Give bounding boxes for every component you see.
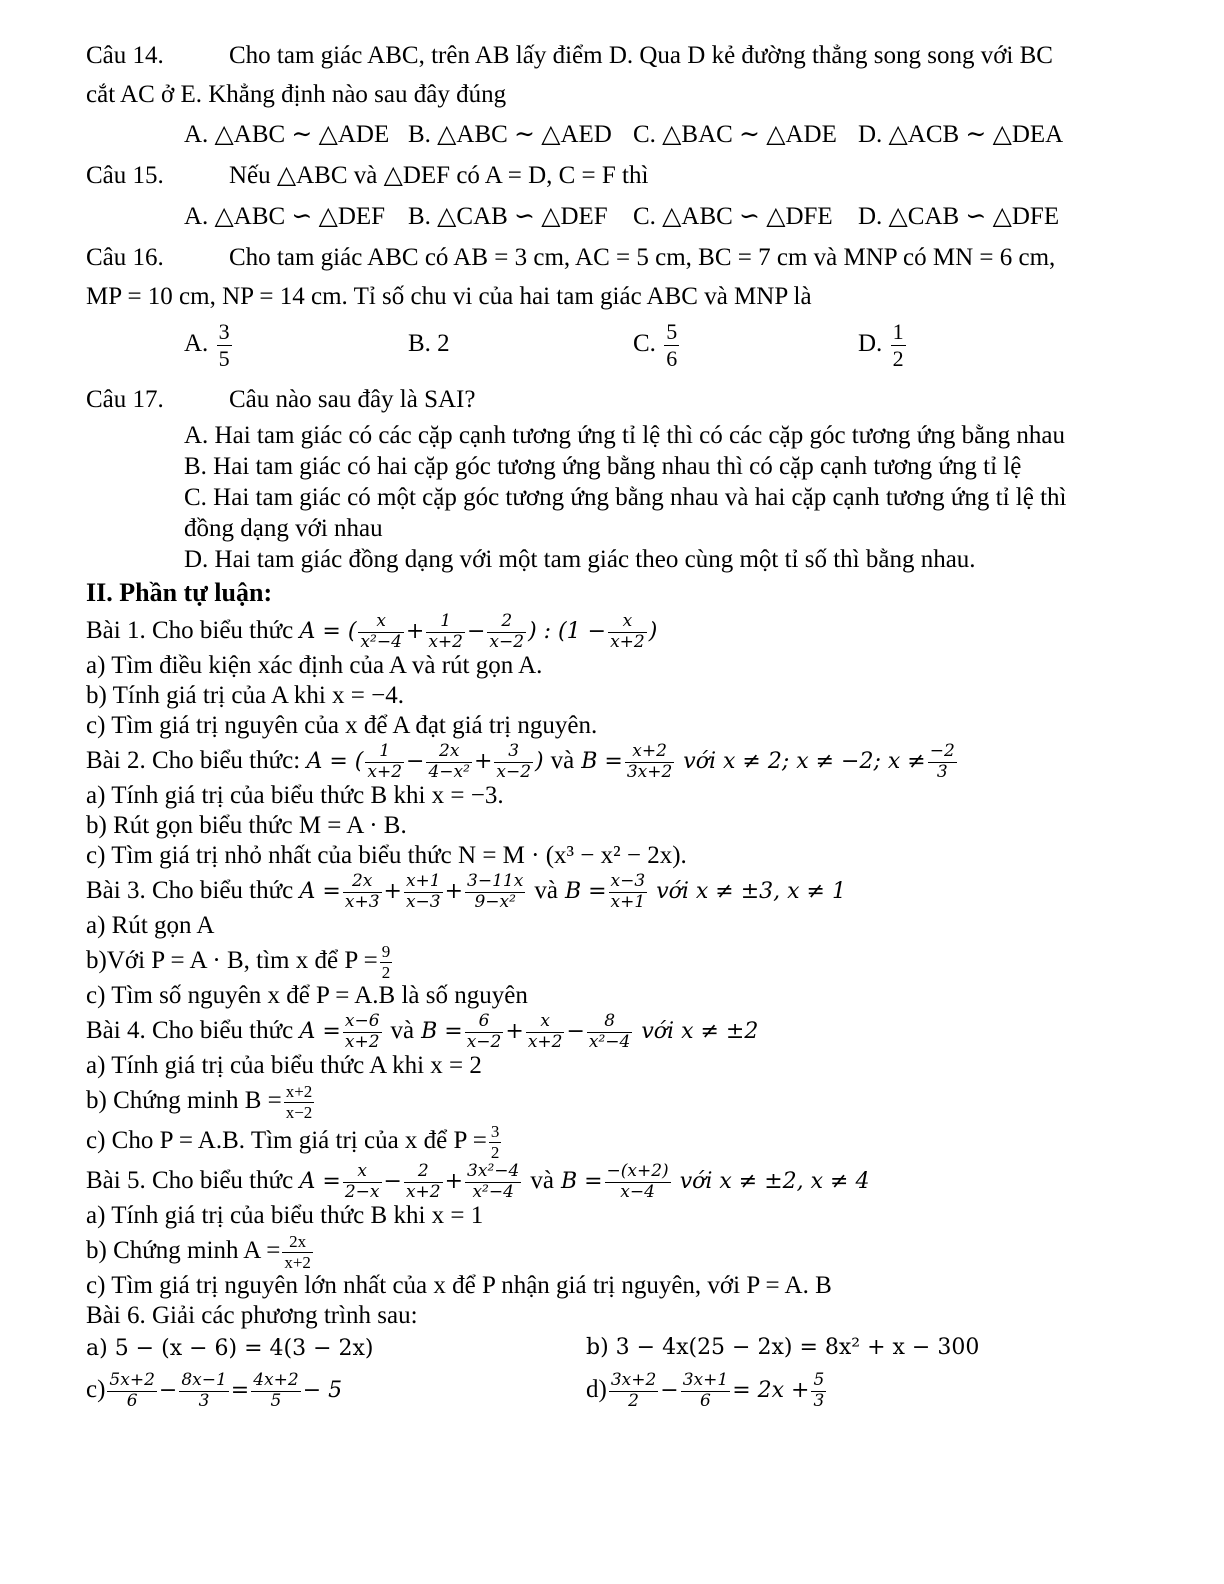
question-16 [86, 238, 1186, 278]
expression-a-b: A = ( $\frac{1}{x+2}$ − $\frac{2x}{\text{4−x²}}$ + $\frac{3}{x-2}$ ) và B = $\frac{x+2}{3x+2}$ với x ≠ 2; x ≠ −2; x ≠ $\frac{-2}{3}$ [306, 740, 955, 782]
exercise-6-row-2 [86, 1365, 1186, 1415]
exercise-5-a: a) Tính giá trị của biểu thức B khi x = 1 [86, 1202, 484, 1229]
exercise-5-c: c) Tìm giá trị nguyên lớn nhất của x để P nhận giá trị nguyên, với P = A. B [86, 1272, 832, 1299]
question-label: Câu 14. [86, 42, 164, 69]
expression-a: A = ( $\frac{x}{\text{x²−4}}$ + $\frac{1}{x+2}$ − $\frac{2}{x-2}$ ) : (1 − $\frac{x}{x+2}$ ) [299, 610, 658, 652]
exercise-6: Bài 6. Giải các phương trình sau: [86, 1302, 418, 1329]
exercise-4-b: b) Chứng minh B = $\frac{x+2}{x-2}$ [86, 1082, 313, 1122]
question-text: Câu nào sau đây là SAI? [229, 386, 476, 413]
equation-b: b) 3 − 4x(25 − 2x) = 8x² + x − 300 [586, 1335, 980, 1360]
exercise-2-b: b) Rút gọn biểu thức M = A · B. [86, 812, 407, 839]
exercise-3-c: c) Tìm số nguyên x để P = A.B là số nguyên [86, 982, 528, 1009]
exercise-3: Bài 3. Cho biểu thức A = $\frac{2x}{x+3}$ + $\frac{x+1}{x-3}$ + $\frac{3-11x}{\text{9−x²}}$ và B = $\frac{x-3}{x+1}$ với x ≠ ±3, x ≠ 1 [86, 870, 846, 912]
question-label: Câu 15. [86, 162, 164, 189]
statement-d[interactable]: D. Hai tam giác đồng dạng với một tam giác theo cùng một tỉ số thì bằng nhau. [184, 546, 976, 573]
question-17 [86, 380, 1186, 420]
equation-d: d) $\frac{3x+2}{2}$ − $\frac{3x+1}{6}$ = 2x + $\frac{5}{3}$ [586, 1369, 825, 1411]
question-14-options [86, 114, 1186, 156]
option-a[interactable]: A. $\frac{3}{5}$ [184, 319, 230, 371]
expression-a-b: A = $\frac{2x}{x+3}$ + $\frac{x+1}{x-3}$ + $\frac{3-11x}{\text{9−x²}}$ và B = $\frac{x-3}{x+1}$ với x ≠ ±3, x ≠ 1 [299, 870, 846, 912]
exercise-3-a: a) Rút gọn A [86, 912, 215, 939]
question-text: Cho tam giác ABC, trên AB lấy điểm D. Qua D kẻ đường thẳng song song với BC [229, 42, 1053, 69]
option-d[interactable]: D. △CAB ∽ △DFE [858, 203, 1060, 230]
exercise-5: Bài 5. Cho biểu thức A = $\frac{x}{2-x}$ − $\frac{2}{x+2}$ + $\frac{\text{3x²−4}}{\text{x²−4}}$ và B = $\frac{-(x+2)}{x-4}$ với x ≠ ±2, x ≠ 4 [86, 1160, 870, 1202]
option-b[interactable]: B. △ABC ∼ △AED [408, 121, 612, 148]
exercise-3-b: b)Với P = A · B, tìm x để P = $\frac{9}{2}$ [86, 942, 391, 982]
expression-a-b: A = $\frac{x-6}{x+2}$ và B = $\frac{6}{x-2}$ + $\frac{x}{x+2}$ − $\frac{8}{\text{x²−4}}$ với x ≠ ±2 [299, 1010, 759, 1052]
question-text: Cho tam giác ABC có AB = 3 cm, AC = 5 cm, BC = 7 cm và MNP có MN = 6 cm, [229, 244, 1056, 271]
question-14 [86, 36, 1186, 76]
statement-c-cont: đồng dạng với nhau [184, 515, 383, 542]
option-c[interactable]: C. △ABC ∽ △DFE [633, 203, 833, 230]
expression-a-b: A = $\frac{x}{2-x}$ − $\frac{2}{x+2}$ + $\frac{\text{3x²−4}}{\text{x²−4}}$ và B = $\frac{-(x+2)}{x-4}$ với x ≠ ±2, x ≠ 4 [299, 1160, 870, 1202]
question-text: Nếu △ABC và △DEF có A = D, C = F thì [229, 162, 649, 189]
equation-a: a) 5 − (x − 6) = 4(3 − 2x) [86, 1336, 374, 1361]
option-b[interactable]: B. △CAB ∽ △DEF [408, 203, 608, 230]
option-a[interactable]: A. △ABC ∼ △ADE [184, 121, 390, 148]
option-c[interactable]: C. △BAC ∼ △ADE [633, 121, 837, 148]
exercise-2-a: a) Tính giá trị của biểu thức B khi x = −3. [86, 782, 504, 809]
statement-c[interactable]: C. Hai tam giác có một cặp góc tương ứng bằng nhau và hai cặp cạnh tương ứng tỉ lệ thì [184, 484, 1067, 511]
equation-c: c) $\frac{5x+2}{6}$ − $\frac{8x-1}{3}$ = $\frac{4x+2}{5}$ − 5 [86, 1369, 343, 1411]
section-heading: II. Phần tự luận: [86, 578, 273, 607]
exercise-2-c: c) Tìm giá trị nhỏ nhất của biểu thức N = M · (x³ − x² − 2x). [86, 842, 687, 869]
question-label: Câu 16. [86, 244, 164, 271]
exercise-4-a: a) Tính giá trị của biểu thức A khi x = 2 [86, 1052, 482, 1079]
statement-a[interactable]: A. Hai tam giác có các cặp cạnh tương ứng tỉ lệ thì có các cặp góc tương ứng bằng nhau [184, 422, 1066, 449]
exercise-1: Bài 1. Cho biểu thức A = ( $\frac{x}{\text{x²−4}}$ + $\frac{1}{x+2}$ − $\frac{2}{x-2}$ ) : (1 − $\frac{x}{x+2}$ ) [86, 610, 658, 652]
worksheet-page [86, 36, 1186, 1415]
question-15 [86, 156, 1186, 196]
exercise-1-b: b) Tính giá trị của A khi x = −4. [86, 682, 404, 709]
question-16-options [86, 316, 1186, 372]
option-b[interactable]: B. 2 [408, 330, 450, 357]
exercise-4-c: c) Cho P = A.B. Tìm giá trị của x để P = $\frac{3}{2}$ [86, 1122, 500, 1162]
exercise-5-b: b) Chứng minh A = $\frac{2x}{x+2}$ [86, 1232, 311, 1272]
question-16-cont: MP = 10 cm, NP = 14 cm. Tỉ số chu vi của hai tam giác ABC và MNP là [86, 283, 812, 310]
question-label: Câu 17. [86, 386, 164, 413]
option-a[interactable]: A. △ABC ∽ △DEF [184, 203, 386, 230]
exercise-4: Bài 4. Cho biểu thức A = $\frac{x-6}{x+2}$ và B = $\frac{6}{x-2}$ + $\frac{x}{x+2}$ − $\frac{8}{\text{x²−4}}$ với x ≠ ±2 [86, 1010, 759, 1052]
question-15-options [86, 196, 1186, 238]
exercise-1-c: c) Tìm giá trị nguyên của x để A đạt giá trị nguyên. [86, 712, 598, 739]
option-d[interactable]: D. $\frac{1}{2}$ [858, 319, 904, 371]
statement-b[interactable]: B. Hai tam giác có hai cặp góc tương ứng bằng nhau thì có cặp cạnh tương ứng tỉ lệ [184, 453, 1022, 480]
question-14-cont: cắt AC ở E. Khẳng định nào sau đây đúng [86, 81, 507, 108]
exercise-1-a: a) Tìm điều kiện xác định của A và rút gọn A. [86, 652, 543, 679]
exercise-6-row-1 [86, 1331, 1186, 1365]
option-c[interactable]: C. $\frac{5}{6}$ [633, 319, 678, 371]
option-d[interactable]: D. △ACB ∼ △DEA [858, 121, 1064, 148]
exercise-2: Bài 2. Cho biểu thức: A = ( $\frac{1}{x+2}$ − $\frac{2x}{\text{4−x²}}$ + $\frac{3}{x-2}$ ) và B = $\frac{x+2}{3x+2}$ với x ≠ 2; x ≠ −2; x ≠ $\frac{-2}{3}$ [86, 741, 1186, 781]
